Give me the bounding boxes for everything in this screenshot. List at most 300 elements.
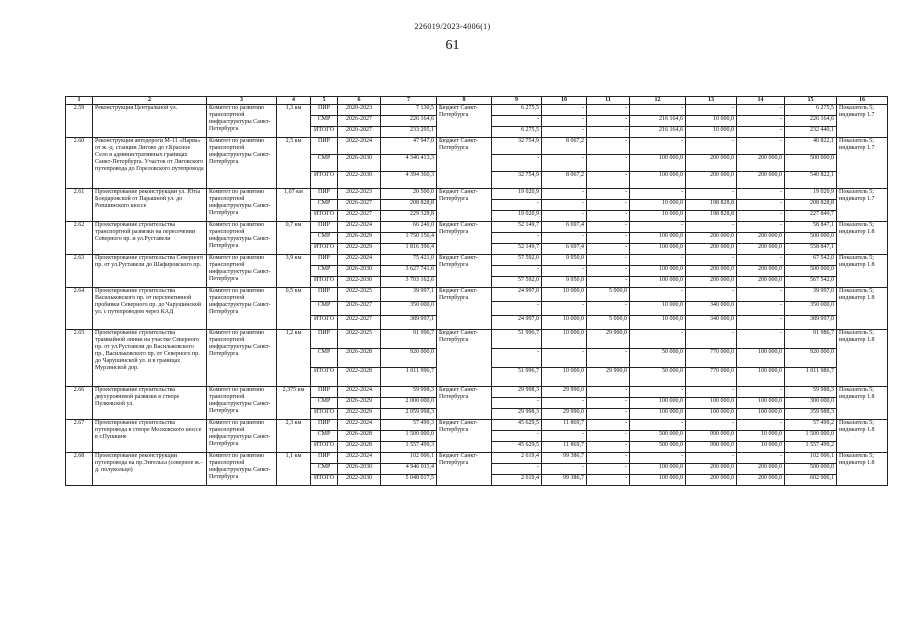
- value-c13: -: [686, 288, 737, 302]
- total-cost: 4 394 360,3: [381, 172, 437, 189]
- value-c15: 350 000,0: [785, 302, 837, 316]
- table-row: [66, 255, 888, 266]
- value-c12: 500 000,0: [630, 442, 686, 453]
- value-c9: -: [492, 155, 542, 172]
- value-c14: 200 000,0: [737, 172, 785, 189]
- value-c13: -: [686, 420, 737, 431]
- work-stage: ПИР: [311, 387, 338, 398]
- indicator: Показатель 5; индикатор 1.8: [837, 453, 888, 486]
- indicator: Показатель 5; индикатор 1.7: [837, 105, 888, 138]
- work-stage: ПИР: [311, 330, 338, 349]
- value-c10: 6 697,4: [542, 222, 587, 233]
- table-row: [66, 330, 888, 349]
- work-stage: ИТОГО: [311, 316, 338, 330]
- responsible-agency: Комитет по развитию транспортной инфраструктуры Санкт-Петербурга: [207, 222, 277, 255]
- value-c14: -: [737, 288, 785, 302]
- indicator: Показатель 5; индикатор 1.7: [837, 189, 888, 222]
- work-stage: ПИР: [311, 189, 338, 200]
- column-header: 6: [338, 97, 381, 105]
- project-name: Проектирование строительства двухуровневой развязки в створе Пулковской ул.: [93, 387, 207, 420]
- column-header: 14: [737, 97, 785, 105]
- project-name: Проектирование реконструкции путепровода на пр.Энгельса (северное ж.-д. полукольцо): [93, 453, 207, 486]
- work-stage: ИТОГО: [311, 475, 338, 486]
- value-c15: 102 006,1: [785, 453, 837, 464]
- value-c9: 52 149,7: [492, 222, 542, 233]
- period: 2026-2027: [338, 200, 381, 211]
- value-c13: 770 000,0: [686, 368, 737, 387]
- total-cost: 2 000 000,0: [381, 398, 437, 409]
- value-c12: 10 000,0: [630, 316, 686, 330]
- period: 2022-2028: [338, 442, 381, 453]
- value-c14: -: [737, 330, 785, 349]
- value-c14: 100 000,0: [737, 398, 785, 409]
- value-c9: 6 275,5: [492, 127, 542, 138]
- value-c14: -: [737, 138, 785, 155]
- value-c12: 10 000,0: [630, 302, 686, 316]
- period: 2020-2027: [338, 127, 381, 138]
- period: 2022-2024: [338, 138, 381, 155]
- value-c9: 19 020,9: [492, 211, 542, 222]
- work-stage: ПИР: [311, 255, 338, 266]
- column-header: 1: [66, 97, 93, 105]
- total-cost: 39 997,1: [381, 288, 437, 302]
- value-c15: 359 988,3: [785, 409, 837, 420]
- value-c15: 40 822,1: [785, 138, 837, 155]
- work-stage: ИТОГО: [311, 277, 338, 288]
- value-c13: 10 000,0: [686, 116, 737, 127]
- program-table: [65, 96, 888, 486]
- value-c12: -: [630, 387, 686, 398]
- column-header: 3: [207, 97, 277, 105]
- value-c14: 10 000,0: [737, 431, 785, 442]
- value-c11: -: [587, 277, 630, 288]
- value-c12: 50 000,0: [630, 349, 686, 368]
- funding-source: Бюджет Санкт-Петербурга: [437, 453, 492, 486]
- value-c10: -: [542, 127, 587, 138]
- value-c11: -: [587, 200, 630, 211]
- total-cost: 66 240,0: [381, 222, 437, 233]
- table-row: [66, 189, 888, 200]
- indicator: Показатель 5; индикатор 1.8: [837, 222, 888, 255]
- period: 2022-2024: [338, 453, 381, 464]
- value-c15: 19 020,9: [785, 189, 837, 200]
- work-stage: СМР: [311, 116, 338, 127]
- period: 2022-2029: [338, 409, 381, 420]
- indicator: Показатель 5; индикатор 1.8: [837, 288, 888, 330]
- column-header: 12: [630, 97, 686, 105]
- column-header: 13: [686, 97, 737, 105]
- value-c15: 1 011 986,7: [785, 368, 837, 387]
- total-cost: 57 499,3: [381, 420, 437, 431]
- total-cost: 389 997,1: [381, 316, 437, 330]
- project-length: 1,2 км: [277, 330, 311, 387]
- value-c11: -: [587, 127, 630, 138]
- value-c10: 9 950,0: [542, 255, 587, 266]
- value-c11: -: [587, 172, 630, 189]
- responsible-agency: Комитет по развитию транспортной инфраструктуры Санкт-Петербурга: [207, 105, 277, 138]
- total-cost: 47 947,0: [381, 138, 437, 155]
- period: 2026-2029: [338, 233, 381, 244]
- value-c12: -: [630, 288, 686, 302]
- value-c9: -: [492, 116, 542, 127]
- period: 2020-2023: [338, 105, 381, 116]
- value-c13: 200 000,0: [686, 277, 737, 288]
- funding-source: Бюджет Санкт-Петербурга: [437, 288, 492, 330]
- value-c9: 45 629,5: [492, 442, 542, 453]
- value-c13: 200 000,0: [686, 155, 737, 172]
- work-stage: СМР: [311, 155, 338, 172]
- total-cost: 233 295,1: [381, 127, 437, 138]
- value-c13: 10 000,0: [686, 127, 737, 138]
- value-c14: -: [737, 255, 785, 266]
- value-c12: 100 000,0: [630, 244, 686, 255]
- period: 2022-2030: [338, 277, 381, 288]
- value-c11: -: [587, 349, 630, 368]
- value-c10: 29 990,0: [542, 387, 587, 398]
- value-c14: 100 000,0: [737, 409, 785, 420]
- value-c14: 200 000,0: [737, 155, 785, 172]
- total-cost: 102 006,1: [381, 453, 437, 464]
- value-c12: 100 000,0: [630, 409, 686, 420]
- project-name: Проектирование строительства Северного пр. от ул.Руставели до Шафировского пр.: [93, 255, 207, 288]
- period: 2026-2030: [338, 155, 381, 172]
- work-stage: ПИР: [311, 420, 338, 431]
- responsible-agency: Комитет по развитию транспортной инфраструктуры Санкт-Петербурга: [207, 255, 277, 288]
- total-cost: 1 750 156,4: [381, 233, 437, 244]
- period: 2022-2030: [338, 172, 381, 189]
- value-c10: 10 000,0: [542, 288, 587, 302]
- indicator: Показатель 5; индикатор 1.8: [837, 387, 888, 420]
- column-header: 15: [785, 97, 837, 105]
- work-stage: СМР: [311, 266, 338, 277]
- row-number: 2.67: [66, 420, 93, 453]
- project-name: Проектирование строительства транспортной развязки на пересечении Северного пр. и ул.Руставели: [93, 222, 207, 255]
- total-cost: 4 946 011,4: [381, 464, 437, 475]
- total-cost: 20 500,0: [381, 189, 437, 200]
- value-c14: -: [737, 189, 785, 200]
- period: 2022-2025: [338, 288, 381, 302]
- period: 2022-2024: [338, 387, 381, 398]
- value-c15: 500 000,0: [785, 464, 837, 475]
- value-c12: 100 000,0: [630, 172, 686, 189]
- table-body: [66, 105, 888, 486]
- work-stage: ИТОГО: [311, 409, 338, 420]
- value-c10: 99 386,7: [542, 453, 587, 464]
- funding-source: Бюджет Санкт-Петербурга: [437, 330, 492, 387]
- value-c15: 500 000,0: [785, 233, 837, 244]
- value-c11: -: [587, 105, 630, 116]
- value-c9: 24 997,0: [492, 316, 542, 330]
- value-c11: -: [587, 464, 630, 475]
- value-c12: 500 000,0: [630, 431, 686, 442]
- table-row: [66, 288, 888, 302]
- work-stage: СМР: [311, 398, 338, 409]
- value-c10: -: [542, 302, 587, 316]
- value-c13: 198 828,8: [686, 211, 737, 222]
- value-c14: -: [737, 302, 785, 316]
- value-c10: 8 067,2: [542, 138, 587, 155]
- total-cost: 1 011 996,7: [381, 368, 437, 387]
- value-c14: 200 000,0: [737, 244, 785, 255]
- value-c15: 6 275,5: [785, 105, 837, 116]
- value-c14: 200 000,0: [737, 475, 785, 486]
- value-c15: 1 500 000,0: [785, 431, 837, 442]
- project-name: Реконструкция автодороги М-11 «Нарва» от ж.-д. станции Лигово до г.Красное Село в административных границах Санкт-Петербурга. Участок от Лиговского путепровода до Гореловского путепровода: [93, 138, 207, 189]
- total-cost: 5 048 017,5: [381, 475, 437, 486]
- responsible-agency: Комитет по развитию транспортной инфраструктуры Санкт-Петербурга: [207, 288, 277, 330]
- value-c12: 216 164,6: [630, 116, 686, 127]
- value-c11: -: [587, 155, 630, 172]
- value-c15: 227 849,7: [785, 211, 837, 222]
- value-c13: 340 000,0: [686, 302, 737, 316]
- table-row: [66, 387, 888, 398]
- value-c15: 226 164,6: [785, 116, 837, 127]
- value-c9: -: [492, 302, 542, 316]
- value-c13: -: [686, 189, 737, 200]
- value-c12: 100 000,0: [630, 398, 686, 409]
- funding-source: Бюджет Санкт-Петербурга: [437, 420, 492, 453]
- value-c13: 200 000,0: [686, 266, 737, 277]
- value-c15: 208 828,8: [785, 200, 837, 211]
- total-cost: 350 000,0: [381, 302, 437, 316]
- value-c9: -: [492, 349, 542, 368]
- value-c12: -: [630, 255, 686, 266]
- value-c12: -: [630, 330, 686, 349]
- value-c14: 200 000,0: [737, 233, 785, 244]
- value-c13: 200 000,0: [686, 233, 737, 244]
- value-c15: 59 988,3: [785, 387, 837, 398]
- value-c10: -: [542, 116, 587, 127]
- work-stage: ПИР: [311, 222, 338, 233]
- funding-source: Бюджет Санкт-Петербурга: [437, 255, 492, 288]
- value-c10: -: [542, 155, 587, 172]
- indicator: Показатель 5; индикатор 1.7: [837, 138, 888, 189]
- funding-source: Бюджет Санкт-Петербурга: [437, 222, 492, 255]
- value-c11: -: [587, 431, 630, 442]
- value-c10: 10 000,0: [542, 368, 587, 387]
- value-c9: -: [492, 464, 542, 475]
- value-c15: 91 986,7: [785, 330, 837, 349]
- project-length: 1,3 км: [277, 105, 311, 138]
- value-c11: -: [587, 409, 630, 420]
- value-c14: -: [737, 453, 785, 464]
- value-c15: 500 000,0: [785, 266, 837, 277]
- work-stage: СМР: [311, 349, 338, 368]
- value-c11: 29 990,0: [587, 368, 630, 387]
- column-header: 16: [837, 97, 888, 105]
- value-c11: -: [587, 420, 630, 431]
- value-c9: 6 275,5: [492, 105, 542, 116]
- value-c14: -: [737, 105, 785, 116]
- period: 2026-2027: [338, 116, 381, 127]
- total-cost: 4 346 413,3: [381, 155, 437, 172]
- work-stage: ИТОГО: [311, 211, 338, 222]
- column-header: 11: [587, 97, 630, 105]
- value-c15: 558 847,1: [785, 244, 837, 255]
- period: 2022-2024: [338, 255, 381, 266]
- value-c15: 920 000,0: [785, 349, 837, 368]
- table-row: [66, 420, 888, 431]
- value-c14: -: [737, 200, 785, 211]
- value-c14: -: [737, 222, 785, 233]
- value-c13: 770 000,0: [686, 349, 737, 368]
- project-length: 2,5 км: [277, 138, 311, 189]
- period: 2022-2028: [338, 368, 381, 387]
- column-header: 8: [437, 97, 492, 105]
- value-c9: 19 020,9: [492, 189, 542, 200]
- period: 2026-2030: [338, 266, 381, 277]
- period: 2022-2025: [338, 330, 381, 349]
- value-c11: -: [587, 453, 630, 464]
- period: 2026-2027: [338, 302, 381, 316]
- work-stage: ИТОГО: [311, 127, 338, 138]
- value-c12: 100 000,0: [630, 475, 686, 486]
- total-cost: 59 998,3: [381, 387, 437, 398]
- value-c9: 52 149,7: [492, 244, 542, 255]
- total-cost: 91 996,7: [381, 330, 437, 349]
- value-c14: -: [737, 316, 785, 330]
- value-c9: 57 592,0: [492, 255, 542, 266]
- value-c9: 32 754,9: [492, 138, 542, 155]
- value-c10: -: [542, 233, 587, 244]
- value-c10: 10 000,0: [542, 330, 587, 349]
- value-c11: -: [587, 138, 630, 155]
- value-c11: -: [587, 116, 630, 127]
- value-c10: -: [542, 398, 587, 409]
- value-c11: 29 990,0: [587, 330, 630, 349]
- responsible-agency: Комитет по развитию транспортной инфраструктуры Санкт-Петербурга: [207, 189, 277, 222]
- value-c10: 6 697,4: [542, 244, 587, 255]
- value-c14: 100 000,0: [737, 349, 785, 368]
- project-name: Реконструкция Центральной ул.: [93, 105, 207, 138]
- work-stage: СМР: [311, 464, 338, 475]
- work-stage: ИТОГО: [311, 368, 338, 387]
- value-c12: 50 000,0: [630, 368, 686, 387]
- total-cost: 3 627 741,6: [381, 266, 437, 277]
- value-c12: 100 000,0: [630, 266, 686, 277]
- value-c9: 2 619,4: [492, 453, 542, 464]
- value-c13: 990 000,0: [686, 431, 737, 442]
- value-c15: 540 822,1: [785, 172, 837, 189]
- row-number: 2.61: [66, 189, 93, 222]
- table-row: [66, 105, 888, 116]
- value-c13: -: [686, 255, 737, 266]
- value-c14: 200 000,0: [737, 277, 785, 288]
- value-c12: -: [630, 222, 686, 233]
- document-id: 226019/2023-4006(1): [414, 22, 491, 31]
- value-c15: 1 557 499,2: [785, 442, 837, 453]
- value-c12: 100 000,0: [630, 233, 686, 244]
- project-name: Проектирование реконструкции ул. Юты Бондаровской от Парашной ул. до Ропшинского шоссе: [93, 189, 207, 222]
- responsible-agency: Комитет по развитию транспортной инфраструктуры Санкт-Петербурга: [207, 453, 277, 486]
- value-c11: -: [587, 255, 630, 266]
- value-c12: -: [630, 453, 686, 464]
- work-stage: СМР: [311, 233, 338, 244]
- value-c13: 198 828,8: [686, 200, 737, 211]
- value-c15: 300 000,0: [785, 398, 837, 409]
- value-c13: -: [686, 138, 737, 155]
- value-c10: -: [542, 211, 587, 222]
- value-c12: 216 164,6: [630, 127, 686, 138]
- value-c12: -: [630, 189, 686, 200]
- value-c9: -: [492, 200, 542, 211]
- value-c14: -: [737, 116, 785, 127]
- value-c11: -: [587, 266, 630, 277]
- value-c10: -: [542, 431, 587, 442]
- work-stage: ПИР: [311, 453, 338, 464]
- row-number: 2.60: [66, 138, 93, 189]
- total-cost: 1 557 499,3: [381, 442, 437, 453]
- row-number: 2.64: [66, 288, 93, 330]
- table-row: [66, 138, 888, 155]
- period: 2022-2029: [338, 244, 381, 255]
- work-stage: ИТОГО: [311, 172, 338, 189]
- project-length: 3,9 км: [277, 255, 311, 288]
- column-header: 7: [381, 97, 437, 105]
- value-c9: 57 592,0: [492, 277, 542, 288]
- total-cost: 1 816 396,4: [381, 244, 437, 255]
- value-c11: -: [587, 398, 630, 409]
- value-c14: -: [737, 127, 785, 138]
- value-c9: -: [492, 398, 542, 409]
- value-c11: -: [587, 233, 630, 244]
- value-c13: 340 000,0: [686, 316, 737, 330]
- value-c12: 10 000,0: [630, 200, 686, 211]
- value-c15: 232 440,1: [785, 127, 837, 138]
- row-number: 2.65: [66, 330, 93, 387]
- work-stage: СМР: [311, 302, 338, 316]
- row-number: 2.68: [66, 453, 93, 486]
- value-c10: 99 386,7: [542, 475, 587, 486]
- value-c12: 10 000,0: [630, 211, 686, 222]
- project-name: Проектирование строительства трамвайной линии на участке Северного пр. от ул.Руставели до Васильковского пр., Васильковского пр. от Северного пр. до Чарушинской ул. и в границах Мурзинской дор.: [93, 330, 207, 387]
- period: 2026-2030: [338, 464, 381, 475]
- table-row: [66, 222, 888, 233]
- funding-source: Бюджет Санкт-Петербурга: [437, 387, 492, 420]
- value-c9: -: [492, 266, 542, 277]
- total-cost: 208 828,8: [381, 200, 437, 211]
- period: 2022-2023: [338, 189, 381, 200]
- value-c13: 100 000,0: [686, 409, 737, 420]
- value-c11: -: [587, 189, 630, 200]
- value-c12: -: [630, 105, 686, 116]
- indicator: Показатель 5; индикатор 1.8: [837, 255, 888, 288]
- page-number: 61: [445, 38, 460, 53]
- value-c13: 200 000,0: [686, 475, 737, 486]
- value-c15: 57 499,2: [785, 420, 837, 431]
- value-c11: -: [587, 442, 630, 453]
- value-c9: 51 996,7: [492, 330, 542, 349]
- project-length: 1,1 км: [277, 453, 311, 486]
- value-c14: 100 000,0: [737, 368, 785, 387]
- value-c11: -: [587, 302, 630, 316]
- period: 2026-2028: [338, 349, 381, 368]
- responsible-agency: Комитет по развитию транспортной инфраструктуры Санкт-Петербурга: [207, 138, 277, 189]
- value-c15: 39 997,0: [785, 288, 837, 302]
- period: 2022-2027: [338, 316, 381, 330]
- indicator: Показатель 5; индикатор 1.8: [837, 330, 888, 387]
- value-c10: -: [542, 349, 587, 368]
- column-header: 5: [311, 97, 338, 105]
- period: 2026-2029: [338, 398, 381, 409]
- value-c12: -: [630, 138, 686, 155]
- value-c13: 100 000,0: [686, 398, 737, 409]
- value-c13: -: [686, 387, 737, 398]
- total-cost: 2 059 998,3: [381, 409, 437, 420]
- value-c10: -: [542, 266, 587, 277]
- project-length: 0,7 км: [277, 222, 311, 255]
- value-c9: 29 998,3: [492, 387, 542, 398]
